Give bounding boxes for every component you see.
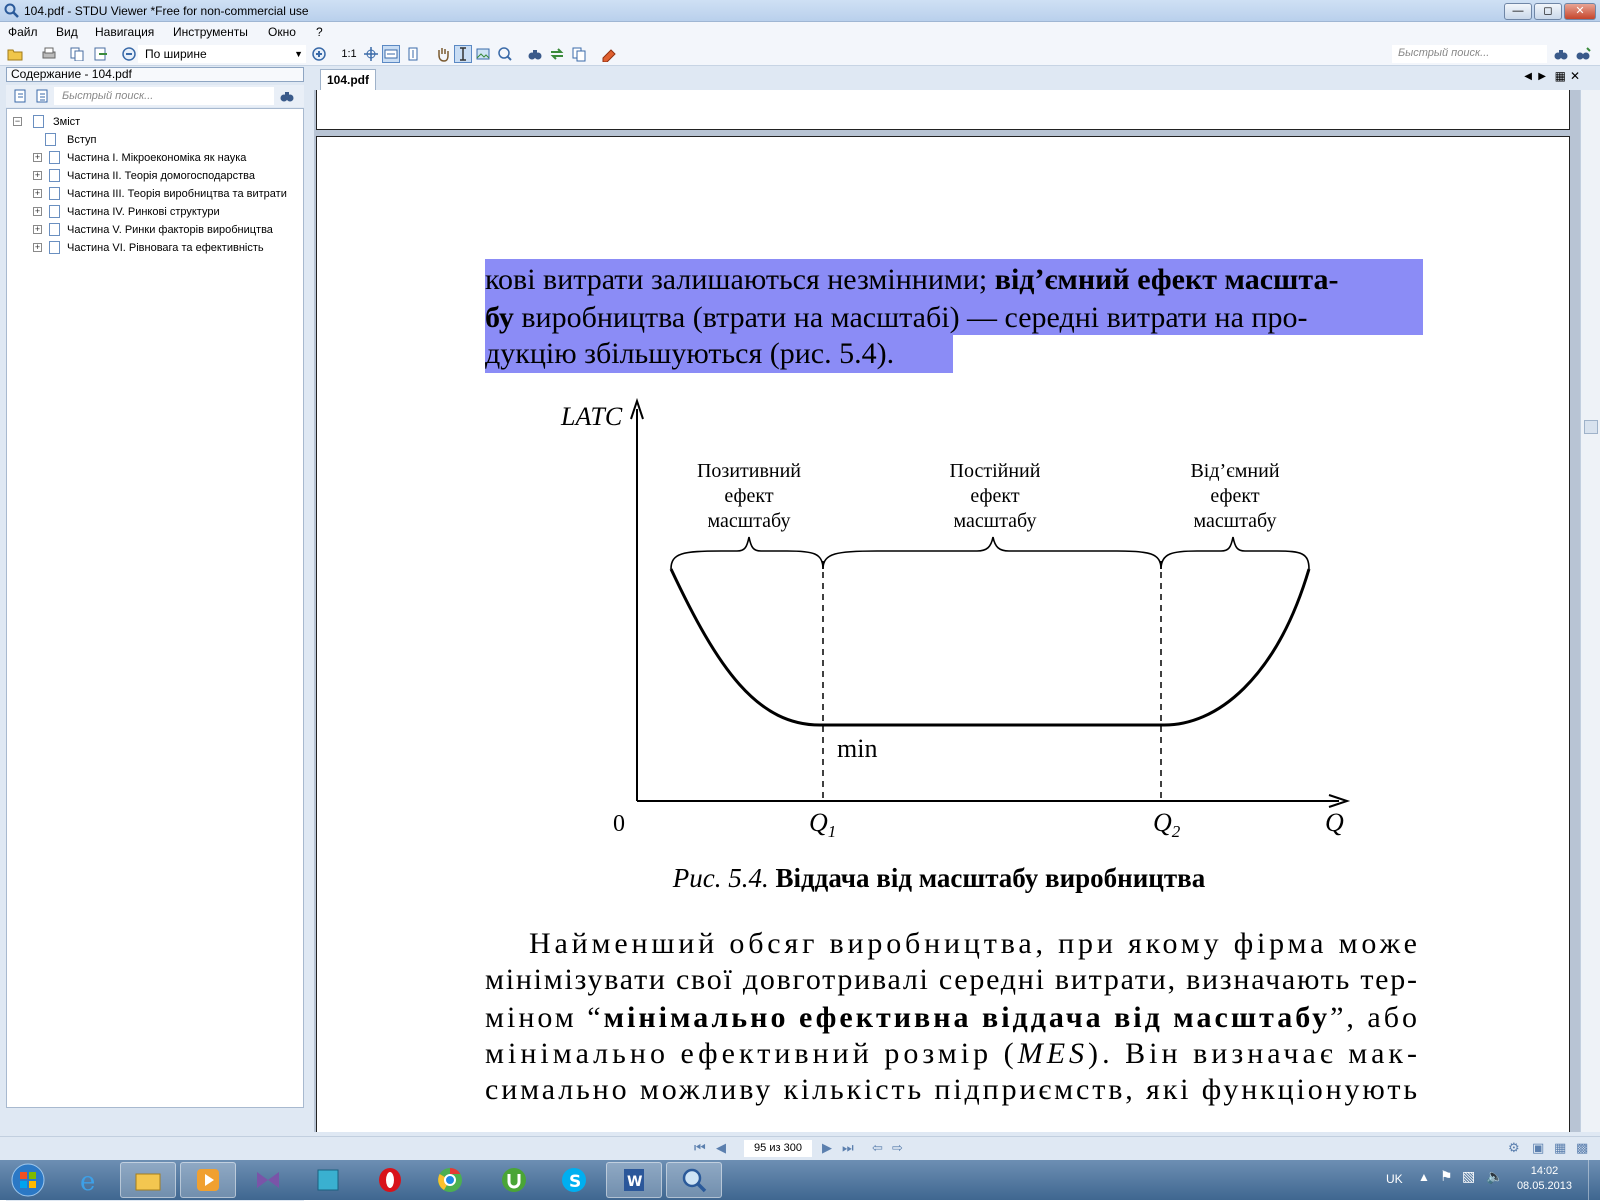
- tree-item-part6[interactable]: [33, 239, 303, 257]
- skype-icon[interactable]: [546, 1162, 602, 1198]
- media-player-icon[interactable]: [180, 1162, 236, 1198]
- settings-icon[interactable]: ⚙: [1508, 1140, 1520, 1155]
- close-tab-icon[interactable]: ✕: [1569, 69, 1580, 83]
- minimize-button[interactable]: —: [1504, 3, 1532, 20]
- contents-search-icon[interactable]: [278, 87, 296, 105]
- stdu-viewer-taskbar-icon[interactable]: [666, 1162, 722, 1198]
- menu-file[interactable]: Файл: [8, 25, 38, 39]
- pages-icon[interactable]: [570, 45, 588, 63]
- contents-search-input[interactable]: Быстрый поиск...: [54, 87, 274, 105]
- expand-icon[interactable]: +: [34, 242, 41, 252]
- sync-icon[interactable]: [548, 45, 566, 63]
- brace-negative: [1161, 537, 1309, 569]
- actual-size-button[interactable]: 1:1: [341, 48, 357, 60]
- tree-root-label: Зміст: [53, 116, 81, 128]
- previous-page: [316, 90, 1570, 130]
- fit-width-icon[interactable]: [382, 45, 400, 63]
- visual-studio-icon[interactable]: [240, 1162, 296, 1198]
- document-icon: [49, 241, 60, 254]
- tree-item-label: Частина IV. Ринкові структури: [67, 206, 220, 218]
- brace-constant: [823, 537, 1161, 569]
- opera-icon[interactable]: [362, 1162, 418, 1198]
- region-label: ефект: [970, 485, 1020, 507]
- menu-navigation[interactable]: Навигация: [95, 25, 155, 39]
- document-tab[interactable]: 104.pdf: [320, 69, 376, 90]
- tab-scroll-left-icon[interactable]: ◀: [1524, 71, 1532, 82]
- start-button[interactable]: [2, 1162, 54, 1198]
- two-page-icon[interactable]: ▦: [1554, 1140, 1567, 1155]
- chrome-icon[interactable]: [422, 1162, 478, 1198]
- region-label: масштабу: [953, 510, 1037, 532]
- last-page-icon[interactable]: ⏭: [842, 1140, 854, 1155]
- app-icon: [4, 3, 20, 19]
- document-tabs: [314, 66, 1600, 90]
- zoom-out-icon[interactable]: [120, 45, 138, 63]
- back-icon[interactable]: ⇦: [872, 1140, 883, 1155]
- toolbar: [0, 42, 1600, 66]
- network-icon[interactable]: ▧: [1462, 1168, 1476, 1184]
- tree-item-part2[interactable]: [33, 167, 303, 185]
- search-options-icon[interactable]: [1574, 45, 1592, 63]
- expand-icon[interactable]: +: [34, 188, 41, 198]
- collapse-all-icon[interactable]: [34, 87, 52, 105]
- chevron-down-icon: ▼: [294, 49, 303, 59]
- menu-help[interactable]: ?: [316, 25, 323, 39]
- document-icon: [49, 223, 60, 236]
- tree-item-label: Вступ: [67, 134, 97, 146]
- status-bar: [0, 1136, 1600, 1160]
- pdf-page: [316, 136, 1570, 1132]
- svg-text:e: e: [80, 1167, 96, 1194]
- show-desktop-button[interactable]: [1588, 1160, 1600, 1200]
- document-icon: [33, 115, 44, 128]
- expand-all-icon[interactable]: [12, 87, 30, 105]
- volume-icon[interactable]: 🔈: [1486, 1168, 1504, 1184]
- latc-chart: [560, 401, 1347, 893]
- region-label: Від’ємний: [1190, 460, 1280, 482]
- explorer-icon[interactable]: [120, 1162, 176, 1198]
- document-icon: [45, 133, 56, 146]
- tray-expand-icon[interactable]: ▲: [1418, 1170, 1430, 1184]
- text-line[interactable]: симально можливу кількість підприємств, які функціонують: [485, 1073, 1417, 1106]
- find-icon[interactable]: [526, 45, 544, 63]
- text-line[interactable]: мінімально ефективний розмір ( MES ). Він визначає мак-: [485, 1037, 1417, 1070]
- binoculars-icon[interactable]: [1552, 45, 1570, 63]
- collapse-icon[interactable]: −: [14, 116, 21, 126]
- prev-page-icon[interactable]: ◀: [716, 1140, 726, 1155]
- expand-icon[interactable]: +: [34, 206, 41, 216]
- region-label: масштабу: [1193, 510, 1277, 532]
- q2-label: $Q_2$: [1153, 808, 1181, 841]
- copy-page-icon[interactable]: [68, 45, 86, 63]
- windows-taskbar: [0, 1160, 1600, 1200]
- contents-panel: [0, 66, 306, 1136]
- single-page-icon[interactable]: ▣: [1532, 1140, 1545, 1155]
- contents-panel-title: Содержание - 104.pdf: [6, 67, 304, 82]
- page-number-input[interactable]: 95 из 300: [744, 1140, 812, 1157]
- text-line[interactable]: бу виробництва (втрати на масштабі) — середні витрати на про-: [485, 301, 1308, 334]
- tab-scroll-right-icon[interactable]: ▶: [1538, 71, 1546, 82]
- document-icon: [49, 169, 60, 182]
- tree-item-part3[interactable]: [33, 185, 303, 203]
- system-clock[interactable]: [1517, 1164, 1572, 1194]
- close-button[interactable]: ✕: [1564, 3, 1596, 20]
- image-select-icon[interactable]: [474, 45, 492, 63]
- menu-tools[interactable]: Инструменты: [173, 25, 248, 39]
- export-icon[interactable]: [92, 45, 110, 63]
- text-select-icon[interactable]: [454, 45, 472, 63]
- zoom-in-icon[interactable]: [310, 45, 328, 63]
- highlighter-icon[interactable]: [600, 45, 618, 63]
- tree-item-vstup[interactable]: [33, 131, 293, 149]
- tree-item-part5[interactable]: [33, 221, 303, 239]
- region-label: ефект: [724, 485, 774, 507]
- next-page-icon[interactable]: ▶: [822, 1140, 832, 1155]
- flag-icon[interactable]: ⚑: [1440, 1168, 1453, 1184]
- menu-bar: [0, 22, 1600, 42]
- page-content: [317, 137, 1571, 1132]
- tree-item-label: Частина V. Ринки факторів виробництва: [67, 224, 273, 236]
- text-line[interactable]: дукцію збільшуються (рис. 5.4).: [485, 337, 895, 370]
- tree-item-label: Частина II. Теорія домогосподарства: [67, 170, 255, 182]
- expand-icon[interactable]: +: [34, 170, 41, 180]
- zoom-mode-select[interactable]: [138, 45, 306, 63]
- min-label: min: [837, 734, 878, 763]
- scrollbar-thumb[interactable]: [1584, 420, 1598, 434]
- q1-label: $Q_1$: [809, 808, 837, 841]
- tree-item-part1[interactable]: [33, 149, 303, 167]
- text-line[interactable]: кові витрати залишаються незмінними; від’ємний ефект масшта-: [485, 263, 1339, 296]
- fit-page-icon[interactable]: [362, 45, 380, 63]
- expand-icon[interactable]: +: [34, 224, 41, 234]
- maximize-button[interactable]: ◻: [1534, 3, 1562, 20]
- brace-positive: [671, 537, 823, 569]
- tree-item-label: Частина I. Мікроекономіка як наука: [67, 152, 247, 164]
- latc-curve: [671, 569, 1309, 725]
- first-page-icon[interactable]: ⏮: [694, 1140, 706, 1155]
- region-label: Позитивний: [696, 460, 802, 482]
- region-label: ефект: [1210, 485, 1260, 507]
- document-icon: [49, 205, 60, 218]
- clock-date: 08.05.2013: [1516, 1180, 1572, 1192]
- tree-root[interactable]: [13, 113, 293, 131]
- tree-item-part4[interactable]: [33, 203, 303, 221]
- quick-search-input[interactable]: Быстрый поиск...: [1392, 45, 1547, 63]
- hand-tool-icon[interactable]: [434, 45, 452, 63]
- tree-item-label: Частина VI. Рівновага та ефективність: [67, 242, 264, 254]
- grid-page-icon[interactable]: ▩: [1576, 1140, 1589, 1155]
- x-axis-label: Q: [1325, 808, 1344, 837]
- y-axis-label: LATC: [561, 402, 623, 431]
- svg-text:S: S: [569, 1172, 582, 1192]
- region-label: масштабу: [707, 510, 791, 532]
- text-line[interactable]: Найменший обсяг виробництва, при якому фірма може: [529, 927, 1417, 960]
- fit-height-icon[interactable]: [404, 45, 422, 63]
- utorrent-icon[interactable]: [486, 1162, 542, 1198]
- title-bar: [0, 0, 1600, 22]
- print-icon[interactable]: [40, 45, 58, 63]
- expand-icon[interactable]: +: [34, 152, 41, 162]
- menu-view[interactable]: Вид: [56, 25, 78, 39]
- contents-tree: [6, 108, 304, 1108]
- window-title: 104.pdf - STDU Viewer *Free for non-commercial use: [24, 4, 309, 18]
- forward-icon[interactable]: ⇨: [892, 1140, 903, 1155]
- svg-text:W: W: [627, 1174, 643, 1190]
- tree-item-label: Частина III. Теорія виробництва та витрати: [67, 188, 287, 200]
- word-icon[interactable]: [606, 1162, 662, 1198]
- document-vertical-scrollbar[interactable]: [1580, 90, 1600, 1132]
- clock-time: 14:02: [1530, 1165, 1559, 1177]
- tab-list-icon[interactable]: ▦: [1554, 69, 1566, 83]
- figure-caption[interactable]: Рис. 5.4. Віддача від масштабу виробництва: [672, 863, 1206, 893]
- open-folder-icon[interactable]: [6, 45, 24, 63]
- text-line[interactable]: міном “мінімально ефективна віддача від масштабу”, або: [485, 1001, 1417, 1034]
- origin-label: 0: [613, 811, 625, 837]
- menu-window[interactable]: Окно: [268, 25, 296, 39]
- app-icon[interactable]: [300, 1162, 356, 1198]
- document-icon: [49, 151, 60, 164]
- language-indicator[interactable]: UK: [1386, 1172, 1403, 1186]
- region-label: Постійний: [949, 460, 1041, 482]
- zoom-mode-value: По ширине: [145, 47, 207, 61]
- text-line[interactable]: мінімізувати свої довготривалі середні витрати, визначають тер-: [485, 963, 1417, 996]
- document-icon: [49, 187, 60, 200]
- snapshot-icon[interactable]: [496, 45, 514, 63]
- internet-explorer-icon[interactable]: [62, 1162, 118, 1198]
- document-viewer: [314, 90, 1580, 1132]
